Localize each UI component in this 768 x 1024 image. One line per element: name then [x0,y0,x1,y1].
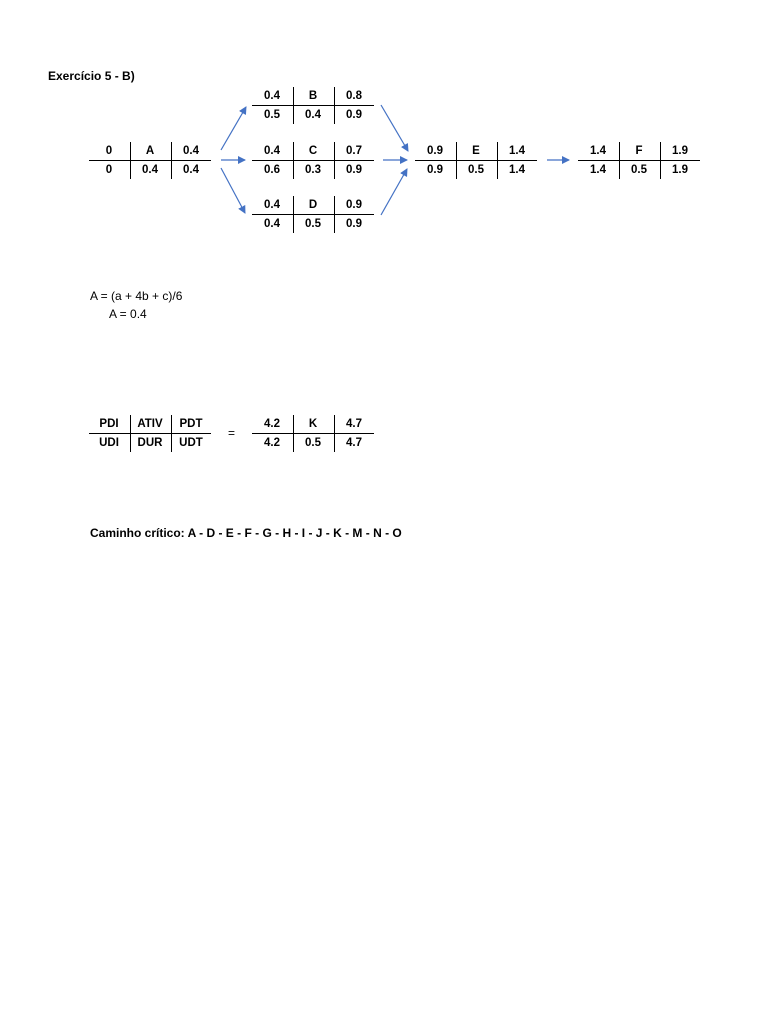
node-f-pdi: 1.4 [590,145,606,157]
node-c-pdi: 0.4 [264,145,280,157]
node-d-udt: 0.9 [346,218,362,230]
node-b-udt: 0.9 [346,109,362,121]
node-a-udi: 0 [105,164,113,176]
node-d-ativ: D [308,199,318,211]
node-d-udi: 0.4 [264,218,280,230]
node-a-ativ: A [145,145,155,157]
arrow-d-e [381,169,407,215]
node-a-udt: 0.4 [183,164,199,176]
example-udi: 4.2 [264,437,280,449]
arrow-a-d [221,168,245,213]
node-a-pdi: 0 [105,145,113,157]
node-c-pdt: 0.7 [346,145,362,157]
arrow-b-e [381,105,408,151]
example-pdt: 4.7 [346,418,362,430]
example-udt: 4.7 [346,437,362,449]
node-d-dur: 0.5 [305,218,321,230]
node-b [252,87,374,124]
arrow-a-b [221,107,246,150]
critical-path: Caminho crítico: A - D - E - F - G - H - I - J - K - M - N - O [90,526,402,540]
node-d [252,196,374,233]
node-b-ativ: B [308,90,318,102]
legend-pdt: PDT [179,418,203,430]
node-c-udt: 0.9 [346,164,362,176]
node-e-pdt: 1.4 [509,145,525,157]
legend-example-node [252,415,374,452]
legend-key-node [89,415,211,452]
legend-udi: UDI [99,437,119,449]
legend-ativ: ATIV [137,418,163,430]
legend-dur: DUR [137,437,163,449]
node-c-dur: 0.3 [305,164,321,176]
node-d-pdi: 0.4 [264,199,280,211]
formula-result: A = 0.4 [109,307,147,321]
equals-sign: = [228,426,236,440]
legend-pdi: PDI [99,418,119,430]
node-e-ativ: E [472,145,480,157]
node-f-udt: 1.9 [672,164,688,176]
node-f [578,142,700,179]
node-f-ativ: F [635,145,643,157]
node-a-pdt: 0.4 [183,145,199,157]
node-e-udt: 1.4 [509,164,525,176]
example-dur: 0.5 [305,437,321,449]
exercise-title: Exercício 5 - B) [48,69,135,83]
example-pdi: 4.2 [264,418,280,430]
node-a [89,142,211,179]
legend-udt: UDT [179,437,203,449]
node-e-udi: 0.9 [427,164,443,176]
node-f-pdt: 1.9 [672,145,688,157]
node-e-pdi: 0.9 [427,145,443,157]
node-b-pdt: 0.8 [346,90,362,102]
node-b-dur: 0.4 [305,109,321,121]
node-b-pdi: 0.4 [264,90,280,102]
node-c-ativ: C [308,145,318,157]
node-e [415,142,537,179]
formula-line: A = (a + 4b + c)/6 [90,289,183,303]
node-e-dur: 0.5 [468,164,484,176]
node-b-udi: 0.5 [264,109,280,121]
node-a-dur: 0.4 [142,164,158,176]
node-d-pdt: 0.9 [346,199,362,211]
node-f-udi: 1.4 [590,164,606,176]
example-ativ: K [308,418,318,430]
node-c-udi: 0.6 [264,164,280,176]
node-f-dur: 0.5 [631,164,647,176]
node-c [252,142,374,179]
